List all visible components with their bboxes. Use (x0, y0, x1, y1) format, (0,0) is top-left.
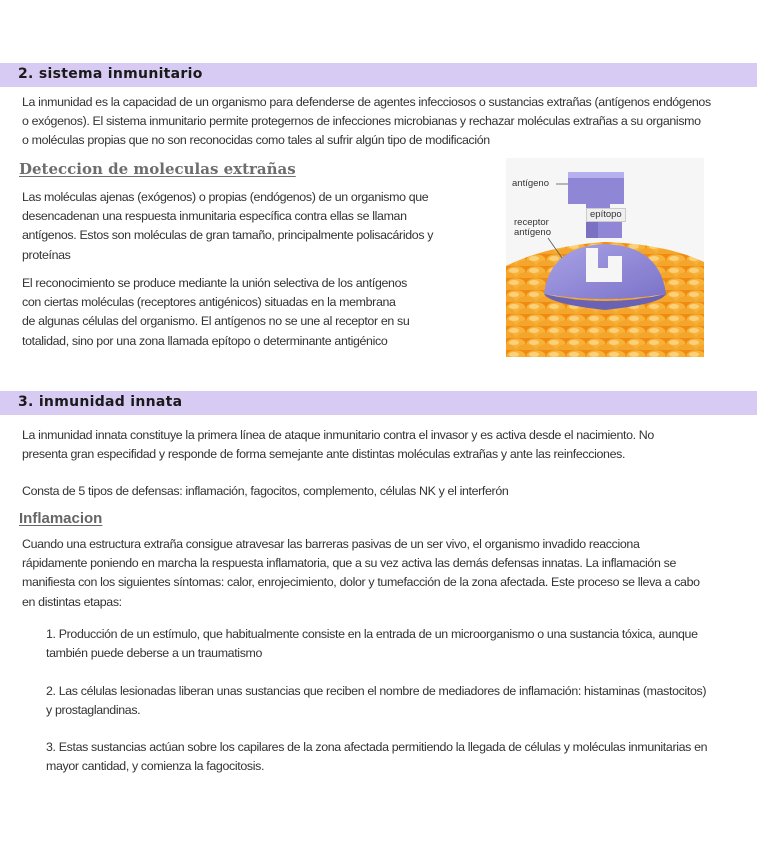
text-line: Las moléculas ajenas (exógenos) o propias (endógenos) de un organismo que (22, 190, 429, 204)
text-line: antígenos. Estos son moléculas de gran tamaño, principalmente polisacáridos y (22, 228, 434, 243)
text-line: también puede deberse a un traumatismo (46, 646, 263, 661)
text-line: El reconocimiento se produce mediante la unión selectiva de los antígenos (22, 276, 407, 290)
figure-label-epitope: epítopo (586, 208, 626, 222)
inflammation-paragraph (22, 535, 747, 612)
text-line: La inmunidad innata constituye la primera línea de ataque inmunitario contra el invasor y es activa desde el nacimiento. No (22, 428, 654, 442)
text-line: 3. Estas sustancias actúan sobre los capilares de la zona afectada permitiendo la llegada de células y moléculas inmunitarias en (46, 740, 708, 754)
text-line: La inmunidad es la capacidad de un organismo para defenderse de agentes infecciosos o sustancias extrañas (antígenos endógenos (22, 95, 711, 109)
antigen-receptor-figure (506, 158, 704, 357)
text-line: manifiesta con los siguientes síntomas: calor, enrojecimiento, dolor y tumefacción de la zona afectada. Este proceso se lleva a cabo (22, 575, 700, 590)
inflammation-step-2 (46, 682, 746, 720)
text-line: rápidamente poniendo en marcha la respuesta inflamatoria, que a su vez activa las demás defensas innatas. La inflamación se (22, 556, 676, 571)
text-line: 2. Las células lesionadas liberan unas sustancias que reciben el nombre de mediadores de inflamación: histaminas (mastocitos) (46, 684, 707, 698)
text-line: mayor cantidad, y comienza la fagocitosis. (46, 759, 265, 774)
antigen-side (586, 220, 598, 238)
text-line: o moléculas propias que no son reconocidas como tales al sufrir algún tipo de modificación (22, 133, 490, 148)
text-line: de algunas células del organismo. El antígenos no se une al receptor en su (22, 314, 410, 329)
antigen-definition-paragraph (22, 188, 492, 265)
text-line: y prostaglandinas. (46, 703, 141, 718)
section-2-intro (22, 93, 742, 151)
text-line: proteínas (22, 247, 71, 262)
recognition-paragraph (22, 274, 492, 351)
defenses-summary: Consta de 5 tipos de defensas: inflamación, fagocitos, complemento, células NK y el interferón (22, 484, 509, 498)
antigen-highlight (568, 172, 624, 178)
subheading-inflammation: Inflamacion (19, 510, 103, 527)
text-line: Cuando una estructura extraña consigue atravesar las barreras pasivas de un ser vivo, el organismo invadido reacciona (22, 537, 640, 551)
section-3-header (0, 391, 757, 415)
text-line: 1. Producción de un estímulo, que habitualmente consiste en la entrada de un microorganismo o una sustancia tóxica, aunque (46, 627, 698, 641)
figure-label-receptor: receptor (514, 217, 549, 228)
section-3-intro (22, 426, 742, 464)
inflammation-step-3 (46, 738, 746, 776)
section-3-title: 3. inmunidad innata (18, 394, 183, 410)
text-line: con ciertas moléculas (receptores antigénicos) situadas en la membrana (22, 295, 396, 310)
subheading-detection: Deteccion de moleculas extrañas (19, 160, 296, 178)
inflammation-step-1 (46, 625, 746, 663)
text-line: en distintas etapas: (22, 594, 122, 609)
text-line: desencadenan una respuesta inmunitaria específica contra ellas se llaman (22, 209, 407, 224)
text-line: totalidad, sino por una zona llamada epítopo o determinante antigénico (22, 333, 388, 348)
figure-label-antigen: antígeno (512, 178, 549, 189)
section-2-title: 2. sistema inmunitario (18, 66, 203, 82)
text-line: presenta gran especifidad y responde de forma semejante ante distintas moléculas extrañas y ante las reinfecciones. (22, 447, 626, 462)
figure-label-receptor-antigen: antígeno (514, 227, 551, 238)
text-line: o exógenos). El sistema inmunitario permite protegernos de infecciones microbianas y rechazar moléculas extrañas a su organismo (22, 114, 701, 129)
section-2-header (0, 63, 757, 87)
